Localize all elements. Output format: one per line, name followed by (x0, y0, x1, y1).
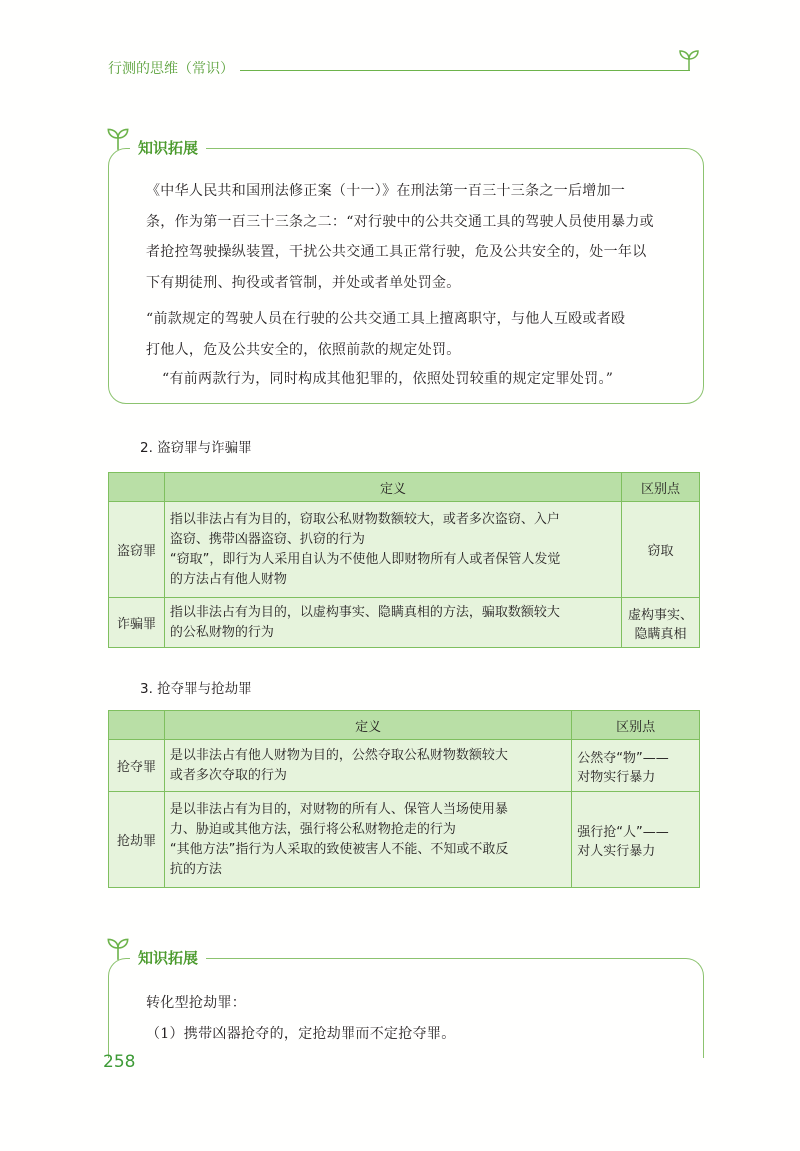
table-row (109, 598, 700, 648)
crime-name: 抢劫罪 (109, 792, 165, 888)
header-blank-cell (109, 711, 165, 740)
text-line: 者抢控驾驶操纵装置，干扰公共交通工具正常行驶，危及公共安全的，处一年以 (146, 244, 647, 260)
table-row (109, 502, 700, 598)
text-line: 条，作为第一百三十三条之二：“对行驶中的公共交通工具的驾驶人员使用暴力或 (146, 213, 654, 230)
definition-line: 指以非法占有为目的，以虚构事实、隐瞒真相的方法，骗取数额较大 (169, 604, 560, 620)
definition-line: 抗的方法 (169, 861, 222, 877)
header-rule (240, 70, 690, 71)
definition-line: 力、胁迫或其他方法，强行将公私财物抢走的行为 (169, 821, 456, 837)
definition-cell (164, 740, 571, 792)
crime-name: 诈骗罪 (109, 598, 165, 648)
difference-cell (622, 502, 700, 598)
definition-line: 指以非法占有为目的，窃取公私财物数额较大，或者多次盗窃、入户 (169, 511, 560, 527)
table-row (109, 740, 700, 792)
difference-line: 窃取 (647, 544, 674, 559)
definition-line: 或者多次夺取的行为 (169, 767, 287, 783)
difference-cell (572, 740, 700, 792)
definition-line: 是以非法占有他人财物为目的，公然夺取公私财物数额较大 (169, 747, 508, 763)
definition-line: “窃取”，即行为人采用自认为不使他人即财物所有人或者保管人发觉 (169, 551, 561, 567)
difference-line: 对人实行暴力 (577, 843, 656, 859)
difference-line: 公然夺“物”—— (577, 750, 669, 766)
text-line: 《中华人民共和国刑法修正案（十一）》在刑法第一百三十三条之一后增加一 (146, 183, 626, 199)
section-heading-3: 3. 抢夺罪与抢劫罪 (140, 681, 252, 697)
difference-line: 强行抢“人”—— (577, 824, 669, 840)
definition-cell (164, 502, 621, 598)
difference-cell (572, 792, 700, 888)
difference-line: 对物实行暴力 (577, 769, 656, 785)
definition-cell (164, 792, 571, 888)
box1-paragraph-1 (146, 176, 654, 298)
difference-line: 虚构事实、 (628, 607, 694, 623)
difference-line: 隐瞒真相 (634, 626, 687, 642)
definition-cell (164, 598, 621, 648)
robbery-table (108, 710, 700, 888)
difference-cell (622, 598, 700, 648)
box2-paragraph (146, 988, 456, 1049)
crime-name: 抢夺罪 (109, 740, 165, 792)
header-definition: 定义 (164, 711, 571, 740)
header-difference: 区别点 (622, 473, 700, 502)
table-row (109, 792, 700, 888)
header-blank-cell (109, 473, 165, 502)
text-line: 打他人，危及公共安全的，依照前款的规定处罚。 (146, 341, 461, 358)
page-number: 258 (103, 1052, 136, 1072)
text-line: （1）携带凶器抢夺的，定抢劫罪而不定抢夺罪。 (146, 1025, 456, 1042)
knowledge-box-title: 知识拓展 (130, 137, 206, 158)
knowledge-box-title: 知识拓展 (130, 947, 206, 968)
running-title: 行测的思维（常识） (108, 61, 234, 77)
sprout-icon (104, 124, 132, 152)
definition-line: 的方法占有他人财物 (169, 571, 287, 587)
text-line: “有前两款行为，同时构成其他犯罪的，依照处罚较重的规定定罪处罚。” (162, 371, 614, 387)
definition-line: 的公私财物的行为 (169, 624, 274, 640)
theft-fraud-table (108, 472, 700, 648)
definition-line: 盗窃、携带凶器盗窃、扒窃的行为 (169, 531, 365, 547)
definition-line: 是以非法占有为目的，对财物的所有人、保管人当场使用暴 (169, 801, 508, 817)
crime-name: 盗窃罪 (109, 502, 165, 598)
box1-paragraph-3 (162, 364, 613, 395)
sprout-icon (104, 934, 132, 962)
definition-line: “其他方法”指行为人采取的致使被害人不能、不知或不敢反 (169, 841, 509, 857)
text-line: 转化型抢劫罪： (146, 995, 247, 1011)
text-line: “前款规定的驾驶人员在行驶的公共交通工具上擅离职守，与他人互殴或者殴 (146, 311, 626, 327)
sprout-icon (676, 46, 702, 72)
header-difference: 区别点 (572, 711, 700, 740)
text-line: 下有期徒刑、拘役或者管制，并处或者单处罚金。 (146, 274, 461, 291)
section-heading-2: 2. 盗窃罪与诈骗罪 (140, 440, 252, 456)
box1-paragraph-2 (146, 304, 625, 365)
header-definition: 定义 (164, 473, 621, 502)
